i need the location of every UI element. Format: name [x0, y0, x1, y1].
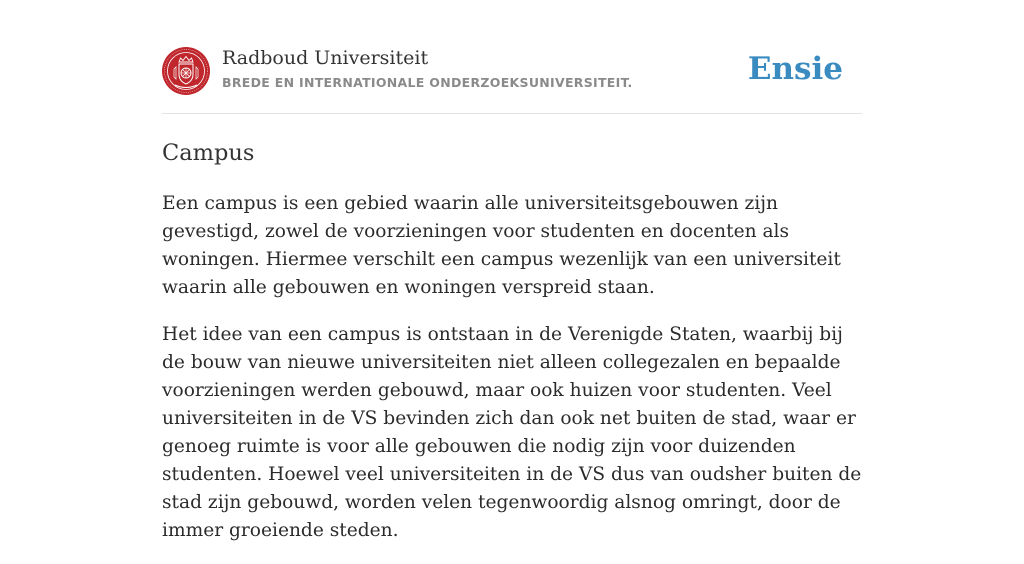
- org-name[interactable]: Radboud Universiteit: [222, 47, 429, 69]
- brand-logo-link[interactable]: Ensie: [747, 51, 843, 87]
- org-tagline: BREDE EN INTERNATIONALE ONDERZOEKSUNIVERSITEIT.: [222, 75, 633, 90]
- article-paragraph: Een campus is een gebied waarin alle universiteitsgebouwen zijn gevestigd, zowel de voorzieningen voor studenten en docenten als woningen. Hiermee verschilt een campus wezenlijk van een universiteit waarin alle gebouwen en woningen verspreid staan.: [162, 193, 841, 298]
- page-title: Campus: [162, 140, 255, 166]
- article-paragraph: Het idee van een campus is ontstaan in de Verenigde Staten, waarbij bij de bouw van nieuwe universiteiten niet alleen collegezalen en bepaalde voorzieningen werden gebouwd, maar ook huizen voor studenten. Veel universiteiten in de VS bevinden zich dan ook net buiten de stad, waar er genoeg ruimte is voor alle gebouwen die nodig zijn voor duizenden studenten. Hoewel veel universiteiten in de VS dus van oudsher buiten de stad zijn gebouwd, worden velen tegenwoordig alsnog omringt, door de immer groeiende steden.: [162, 324, 862, 541]
- page-container: [162, 0, 862, 541]
- site-header: [162, 0, 862, 114]
- article-body: [162, 190, 862, 564]
- radboud-seal-icon[interactable]: [162, 47, 210, 95]
